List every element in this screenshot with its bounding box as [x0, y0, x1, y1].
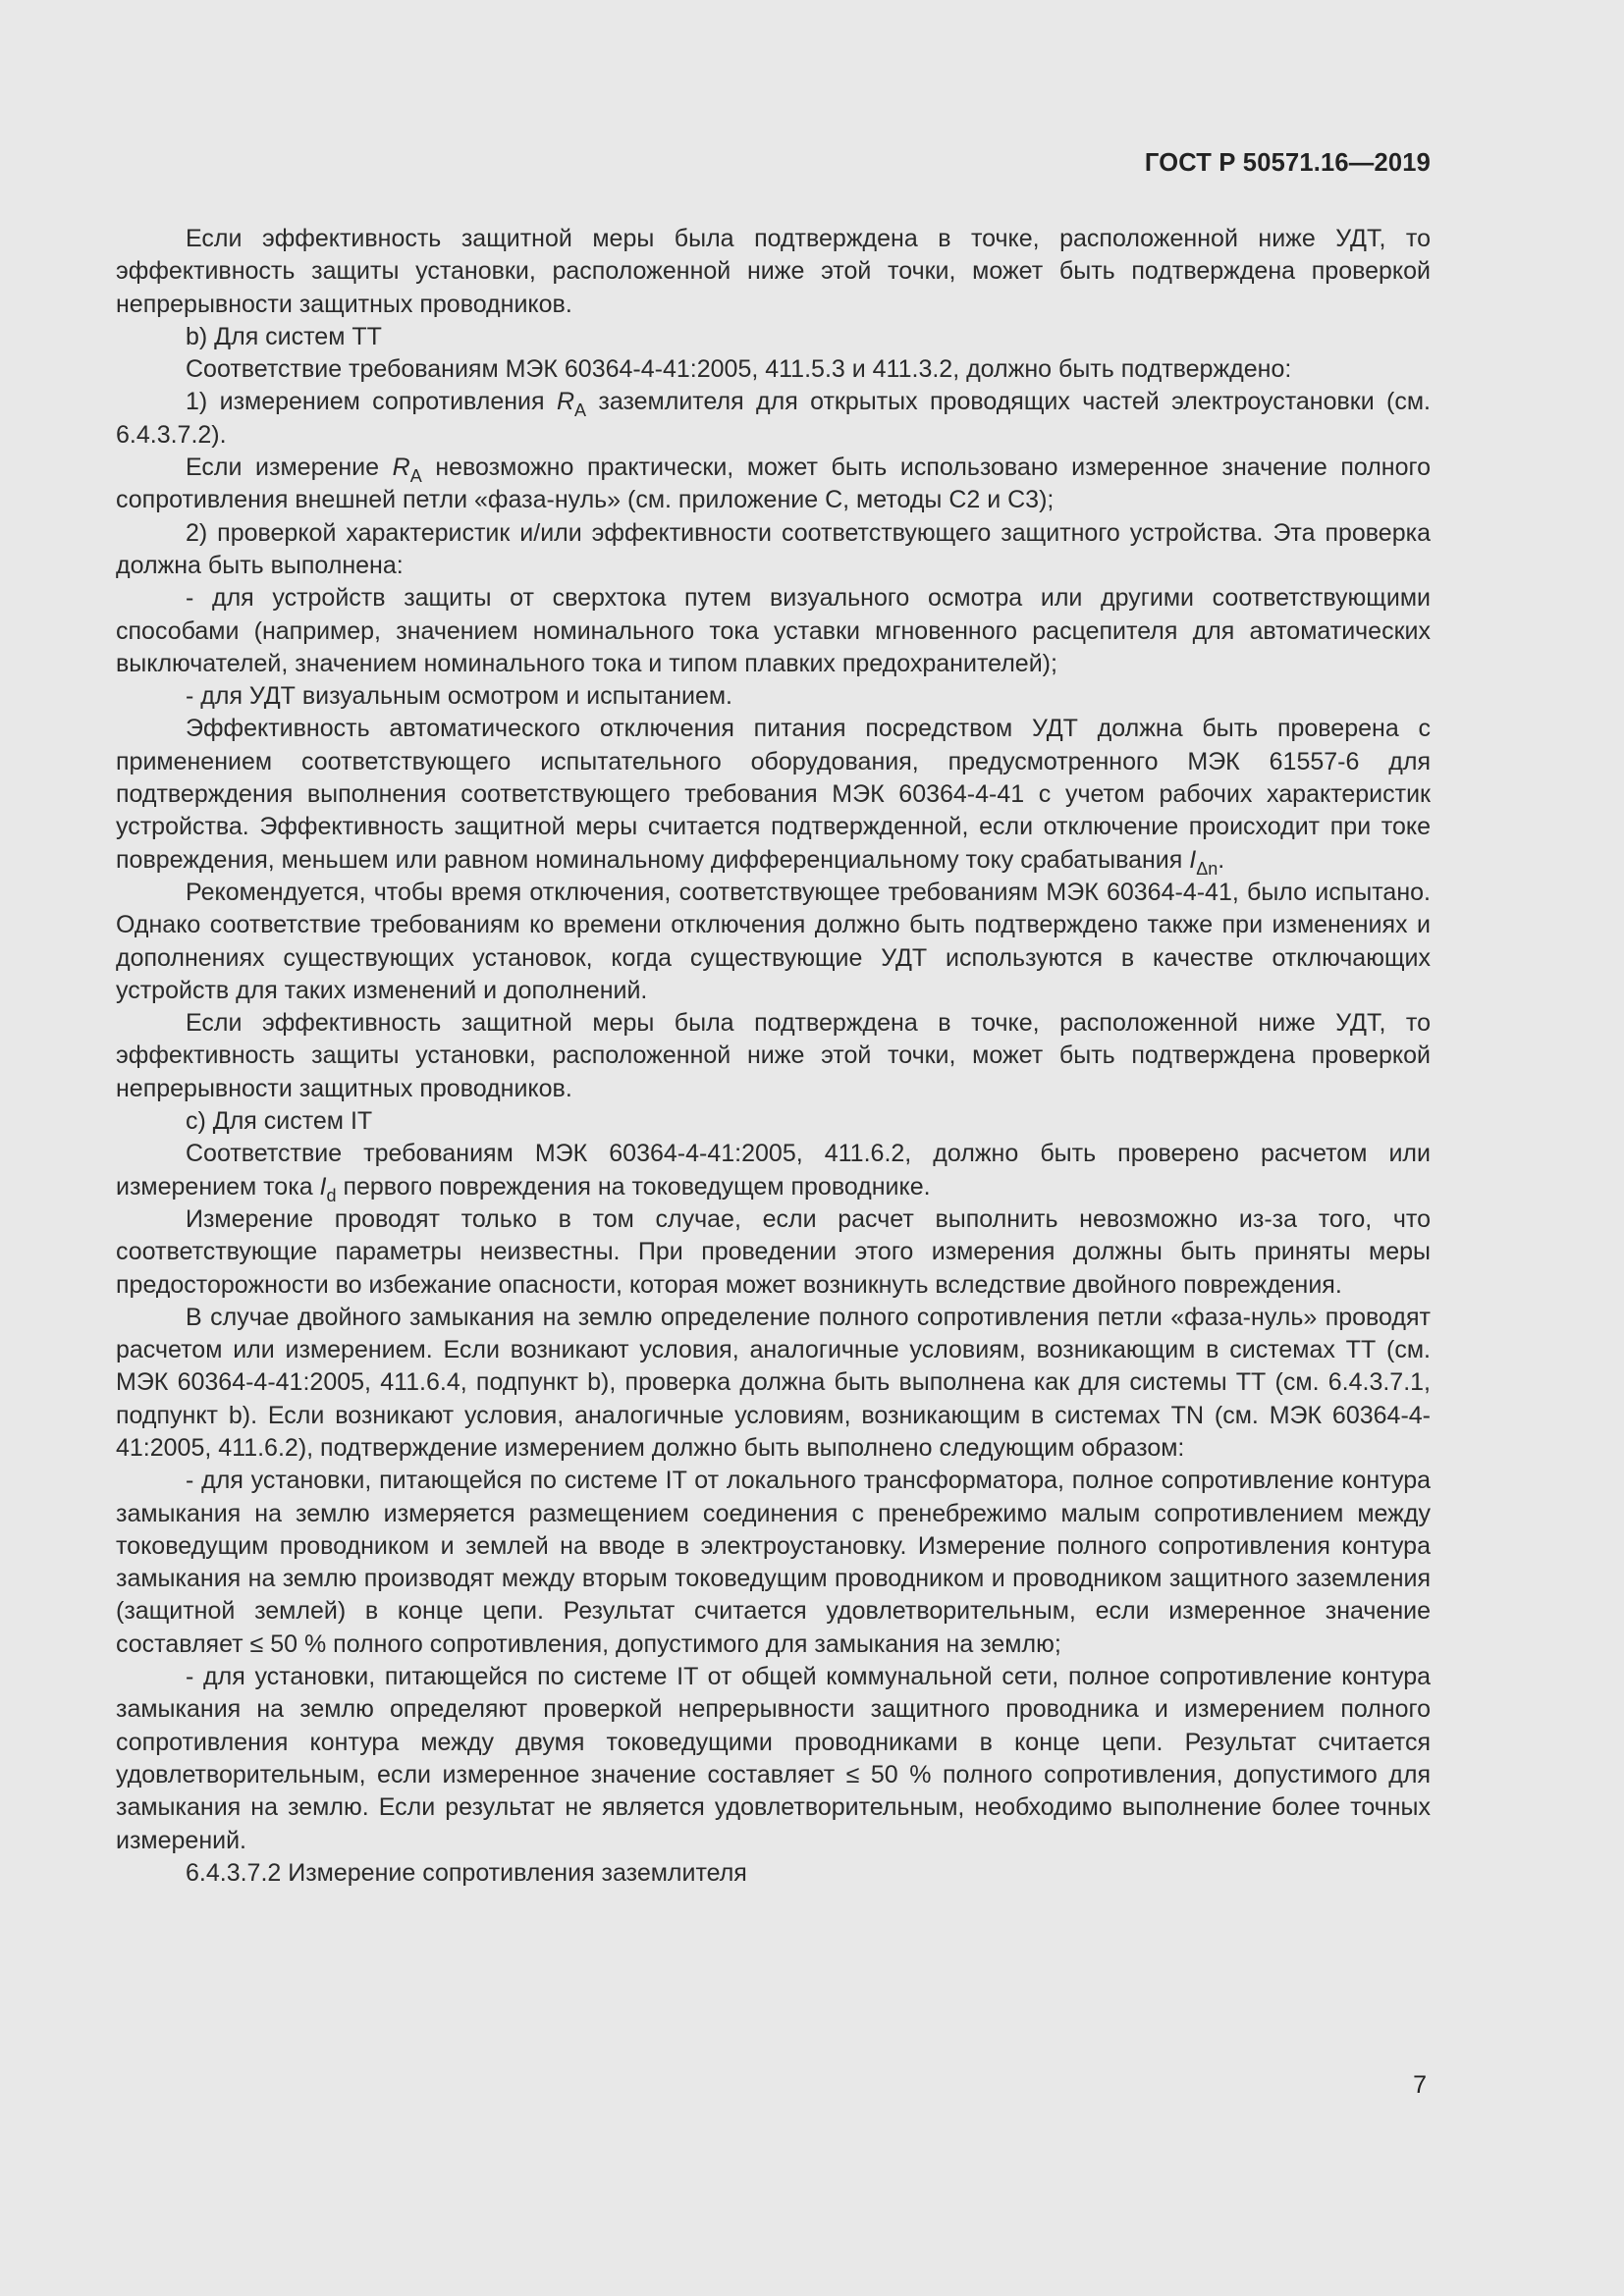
paragraph: Если эффективность защитной меры была подтверждена в точке, расположенной ниже УДТ, то эффективность защиты установки, расположенной ниже этой точки, может быть подтверждена проверкой непрерывности защитных проводников.	[116, 225, 1431, 318]
paragraph: Если эффективность защитной меры была подтверждена в точке, расположенной ниже УДТ, то эффективность защиты установки, расположенной ниже этой точки, может быть подтверждена проверкой непрерывности защитных проводников.	[116, 1009, 1431, 1102]
text-run: Если измерение	[186, 454, 393, 482]
formula-variable: R	[392, 454, 410, 482]
paragraph: 2) проверкой характеристик и/или эффективности соответствующего защитного устройства. Эта проверка должна быть выполнена:	[116, 518, 1431, 579]
subsection-heading-tt: b) Для систем ТТ	[186, 322, 382, 350]
paragraph-ra-impossible	[116, 452, 1431, 517]
formula-subscript: d	[326, 1185, 337, 1205]
list-item: - для установки, питающейся по системе IT от локального трансформатора, полное сопротивление контура замыкания на землю измеряется размещением соединения с пренебрежимо малым сопротивлением между токоведущим проводником и землей на вводе в электроустановку. Измерение полного сопротивления контура замыкания на землю производят между вторым токоведущим проводником и проводником защитного заземления (защитной землей) в конце цепи. Результат считается удовлетворительным, если измеренное значение составляет ≤ 50 % полного сопротивления, допустимого для замыкания на землю;	[116, 1467, 1431, 1658]
body-text	[116, 223, 1431, 1890]
list-item: - для УДТ визуальным осмотром и испытанием.	[186, 682, 733, 711]
paragraph: Рекомендуется, чтобы время отключения, соответствующее требованиям МЭК 60364-4-41, было испытано. Однако соответствие требованиям ко времени отключения должно быть подтверждено также при изменениях и дополнениях существующих установок, когда существующие УДТ используются в качестве отключающих устройств для таких изменений и дополнений.	[116, 878, 1431, 1004]
formula-subscript: A	[409, 466, 422, 487]
paragraph: Соответствие требованиям МЭК 60364-4-41:2005, 411.5.3 и 411.3.2, должно быть подтверждено:	[186, 355, 1292, 384]
list-item: - для установки, питающейся по системе IT от общей коммунальной сети, полное сопротивление контура замыкания на землю определяют проверкой непрерывности защитного проводника и измерением полного сопротивления контура между двумя токоведущими проводниками в конце цепи. Результат считается удовлетворительным, если измеренное значение составляет ≤ 50 % полного сопротивления, допустимого для замыкания на землю. Если результат не является удовлетворительным, необходимо выполнение более точных измерений.	[116, 1663, 1431, 1854]
text-run: 1) измерением сопротивления	[186, 388, 557, 416]
list-item: - для устройств защиты от сверхтока путем визуального осмотра или другими соответствующими способами (например, значением номинального тока уставки мгновенного расцепителя для автоматических выключателей, значением номинального тока и типом плавких предохранителей);	[116, 584, 1431, 677]
formula-variable: I	[1189, 845, 1197, 874]
text-run: .	[1218, 845, 1225, 874]
page-number: 7	[1413, 2071, 1427, 2099]
text-run: невозможно практически, может быть использовано измеренное значение полного сопротивления внешней петли «фаза-нуль» (см. приложение С, методы С2 и С3);	[116, 454, 1431, 514]
formula-variable: R	[556, 388, 574, 416]
section-heading: 6.4.3.7.2 Измерение сопротивления заземлителя	[186, 1858, 747, 1887]
document-page	[116, 0, 1431, 2296]
text-run: первого повреждения на токоведущем проводнике.	[336, 1172, 931, 1201]
paragraph-id-measurement	[116, 1138, 1431, 1203]
paragraph: В случае двойного замыкания на землю определение полного сопротивления петли «фаза-нуль» проводят расчетом или измерением. Если возникают условия, аналогичные условиям, возникающим в системах ТТ (см. МЭК 60364-4-41:2005, 411.6.4, подпункт b), проверка должна быть выполнена как для системы ТТ (см. 6.4.3.7.1, подпункт b). Если возникают условия, аналогичные условиям, возникающим в системах TN (см. МЭК 60364-4-41:2005, 411.6.2), подтверждение измерением должно быть выполнено следующим образом:	[116, 1303, 1431, 1462]
paragraph-ra-measurement	[116, 386, 1431, 452]
formula-subscript: Δn	[1196, 858, 1218, 879]
paragraph-rcd-efficiency	[116, 713, 1431, 879]
document-standard-header: ГОСТ Р 50571.16—2019	[1144, 149, 1431, 177]
paragraph: Измерение проводят только в том случае, если расчет выполнить невозможно из-за того, что соответствующие параметры неизвестны. При проведении этого измерения должны быть приняты меры предосторожности во избежание опасности, которая может возникнуть вследствие двойного повреждения.	[116, 1204, 1431, 1299]
formula-variable: I	[319, 1172, 327, 1201]
text-run: заземлителя для открытых проводящих частей электроустановки (см. 6.4.3.7.2).	[116, 388, 1431, 449]
formula-subscript: A	[574, 400, 587, 421]
subsection-heading-it: с) Для систем IT	[186, 1107, 373, 1136]
text-run: Соответствие требованиям МЭК 60364-4-41:2005, 411.6.2, должно быть проверено расчетом или измерением тока	[116, 1140, 1431, 1201]
text-run: Эффективность автоматического отключения питания посредством УДТ должна быть проверена с применением соответствующего испытательного оборудования, предусмотренного МЭК 61557-6 для подтверждения выполнения соответствующего требования МЭК 60364-4-41 с учетом рабочих характеристик устройства. Эффективность защитной меры считается подтвержденной, если отключение происходит при токе повреждения, меньшем или равном номинальному дифференциальному току срабатывания	[116, 715, 1431, 874]
